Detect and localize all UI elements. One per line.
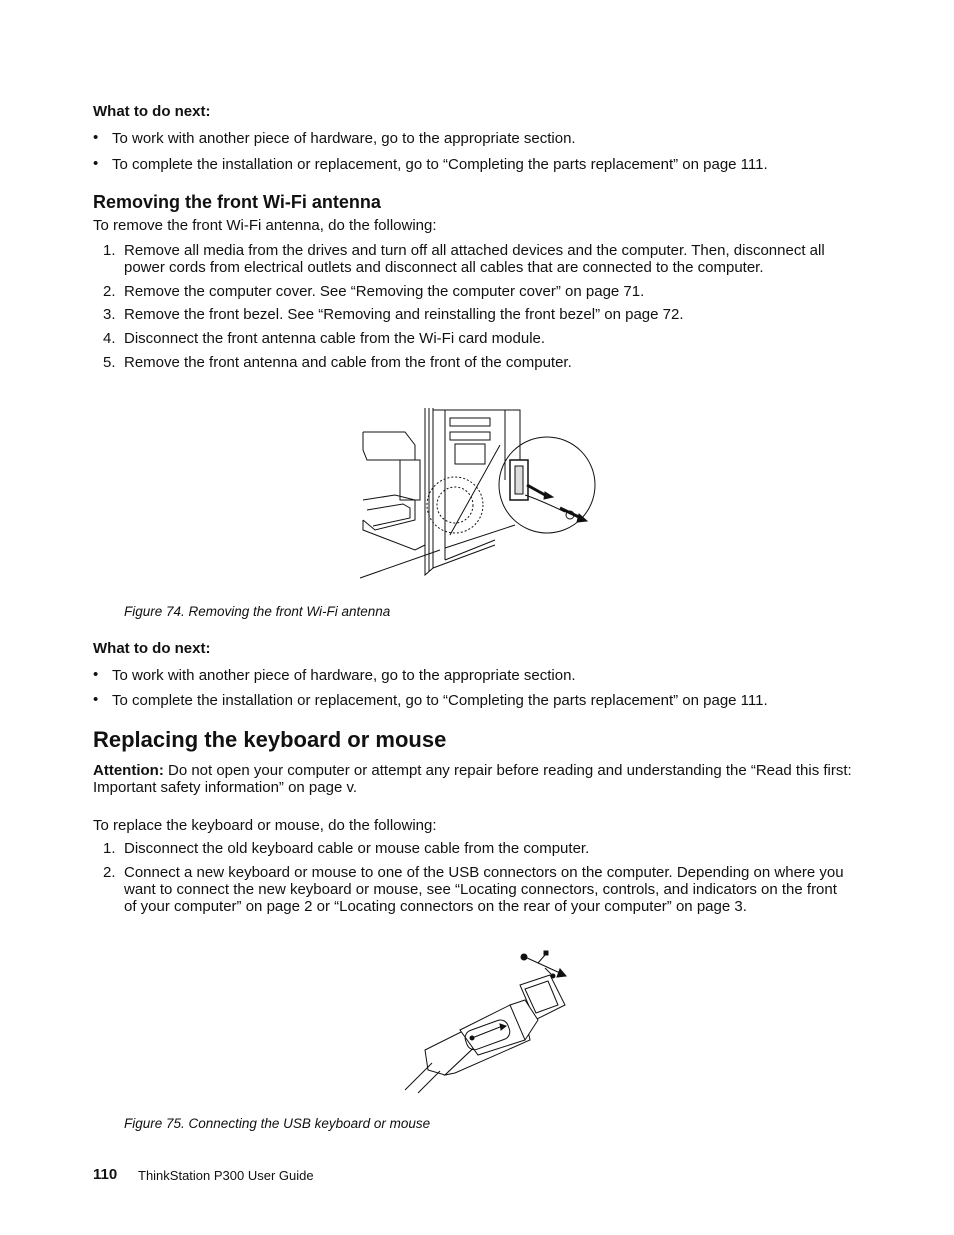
wifi-step-4: Disconnect the front antenna cable from the Wi-Fi card module. <box>124 330 546 347</box>
step-number: 3. <box>103 306 116 323</box>
keyboard-section-title: Replacing the keyboard or mouse <box>93 727 447 752</box>
wifi-step-5: Remove the front antenna and cable from the front of the computer. <box>124 354 572 371</box>
wifi-step-1: Remove all media from the drives and turn off all attached devices and the computer. Then, disconnect all power cords from electrical outlets and disconnect all cables that are connected to the computer. <box>124 242 825 276</box>
book-title: ThinkStation P300 User Guide <box>138 1168 314 1183</box>
attention-text: Do not open your computer or attempt any repair before reading and understanding the “Read this first: Important safety information” on page v. <box>93 762 852 796</box>
what-next-heading-1: What to do next: <box>93 103 211 120</box>
list-item: To work with another piece of hardware, go to the appropriate section. <box>112 130 576 147</box>
step-number: 5. <box>103 354 116 371</box>
wifi-step-2: Remove the computer cover. See “Removing the computer cover” on page 71. <box>124 283 645 300</box>
wifi-intro: To remove the front Wi-Fi antenna, do the following: <box>93 217 437 234</box>
bullet-icon: • <box>93 666 99 683</box>
bullet-icon: • <box>93 129 99 146</box>
list-item: To work with another piece of hardware, go to the appropriate section. <box>112 667 576 684</box>
usb-connector-illustration <box>400 945 575 1095</box>
step-number: 2. <box>103 864 116 881</box>
attention-note <box>93 762 853 796</box>
usb-symbol-icon <box>521 951 566 978</box>
keyboard-intro: To replace the keyboard or mouse, do the following: <box>93 817 437 834</box>
page-number: 110 <box>93 1166 118 1183</box>
attention-label: Attention: <box>93 762 164 779</box>
step-number: 1. <box>103 840 116 857</box>
wifi-step-3: Remove the front bezel. See “Removing and reinstalling the front bezel” on page 72. <box>124 306 684 323</box>
bullet-icon: • <box>93 155 99 172</box>
step-number: 1. <box>103 242 116 259</box>
wifi-antenna-illustration <box>355 400 605 585</box>
list-item: To complete the installation or replacement, go to “Completing the parts replacement” on page 111. <box>112 692 768 709</box>
keyboard-step-2: Connect a new keyboard or mouse to one of the USB connectors on the computer. Depending on where you want to connect the new keyboard or mouse, see “Locating connectors, controls, and indicators on the front of your computer” on page 2 or “Locating connectors on the rear of your computer” on page 3. <box>124 864 844 915</box>
list-item: To complete the installation or replacement, go to “Completing the parts replacement” on page 111. <box>112 156 768 173</box>
bullet-icon: • <box>93 691 99 708</box>
step-number: 2. <box>103 283 116 300</box>
keyboard-step-1: Disconnect the old keyboard cable or mouse cable from the computer. <box>124 840 590 857</box>
step-number: 4. <box>103 330 116 347</box>
wifi-section-title: Removing the front Wi-Fi antenna <box>93 192 381 212</box>
what-next-heading-2: What to do next: <box>93 640 211 657</box>
figure-75-caption: Figure 75. Connecting the USB keyboard or mouse <box>124 1116 431 1131</box>
figure-74-caption: Figure 74. Removing the front Wi-Fi antenna <box>124 604 391 619</box>
